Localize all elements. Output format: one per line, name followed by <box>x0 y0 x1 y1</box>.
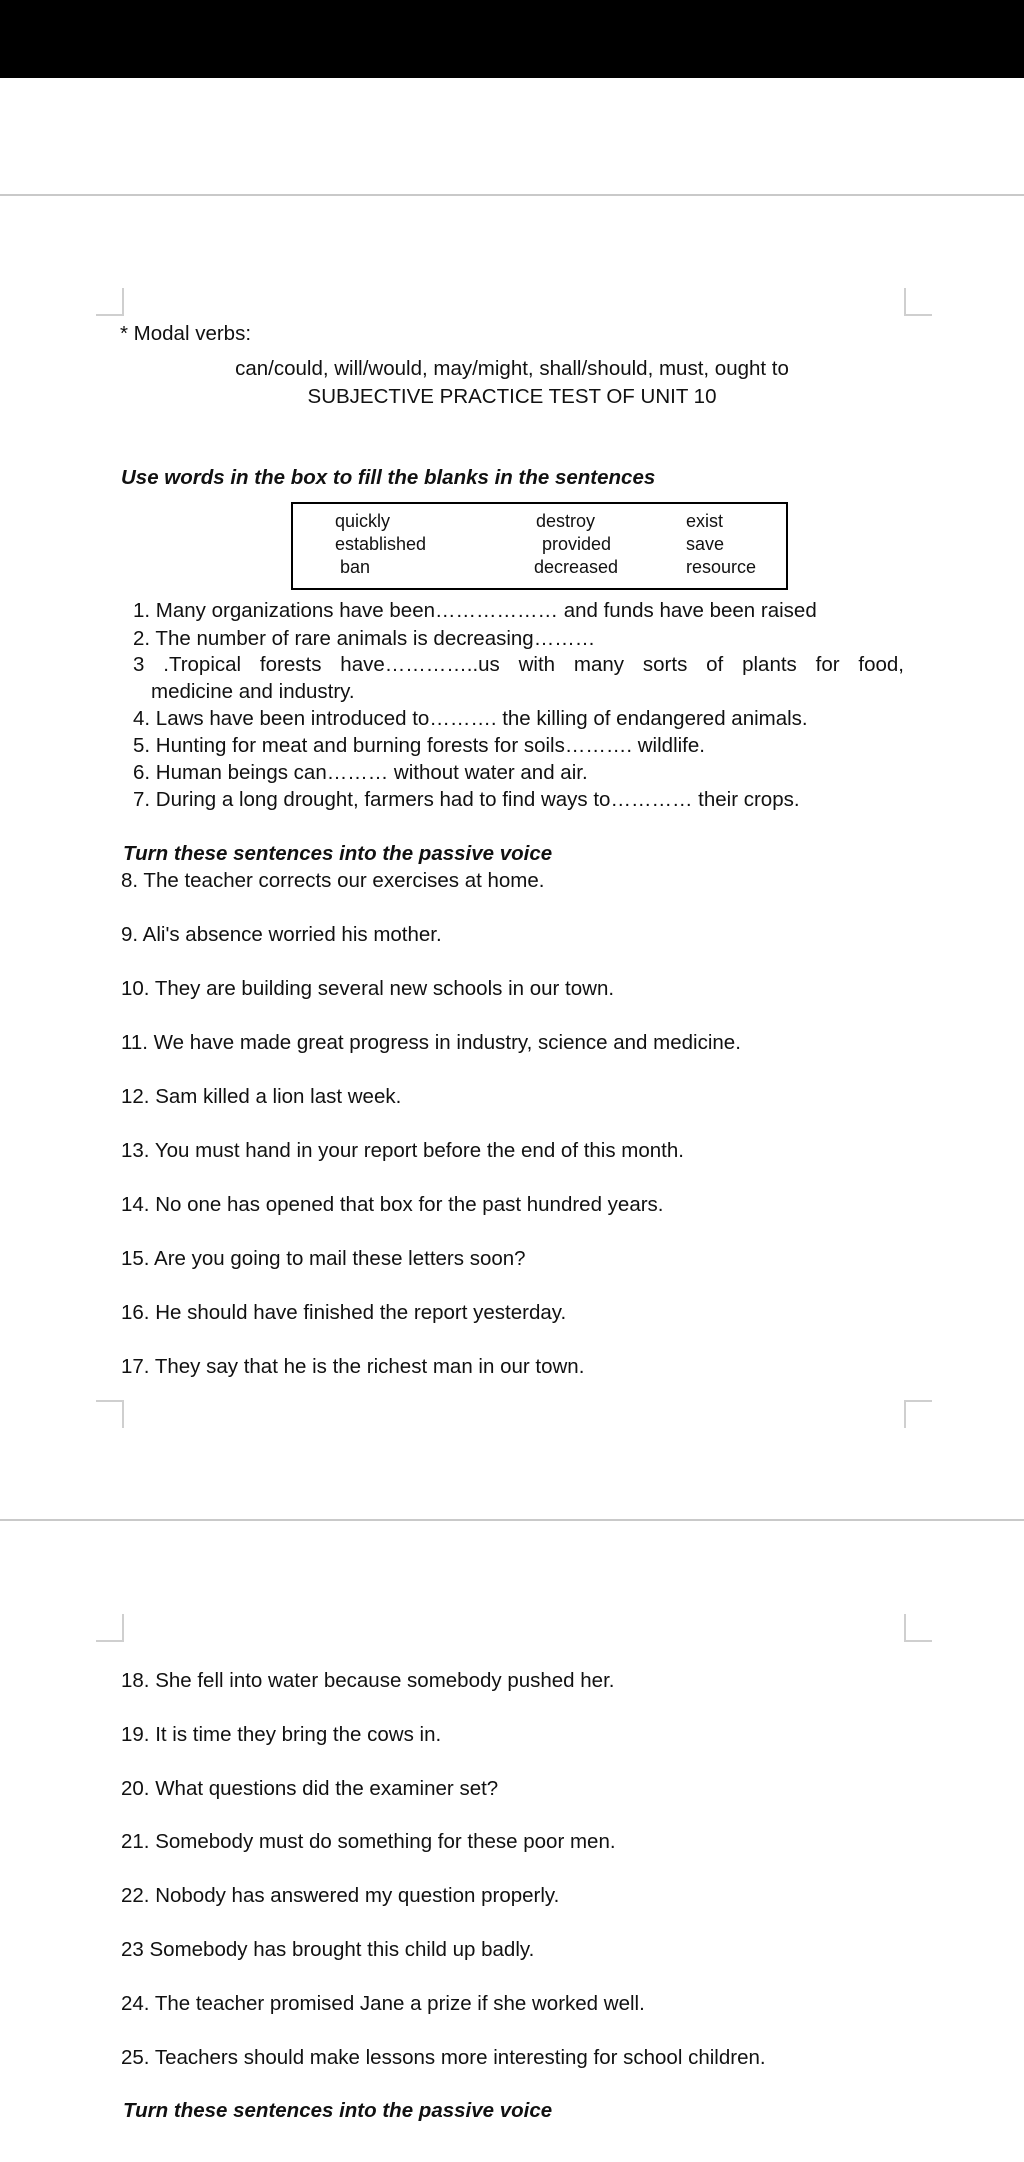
passive-item: 14. No one has opened that box for the past hundred years. <box>121 1193 664 1216</box>
passive-item: 13. You must hand in your report before the end of this month. <box>121 1139 684 1162</box>
page-divider <box>0 194 1024 196</box>
passive-item: 12. Sam killed a lion last week. <box>121 1085 402 1108</box>
page-corner-mark <box>904 1400 932 1428</box>
page-corner-mark <box>904 288 932 316</box>
page-corner-mark <box>96 288 124 316</box>
section-instruction-fill-blanks: Use words in the box to fill the blanks in the sentences <box>121 466 656 489</box>
fill-item: 7. During a long drought, farmers had to find ways to………… their crops. <box>133 788 800 811</box>
fill-item: 4. Laws have been introduced to………. the killing of endangered animals. <box>133 707 808 730</box>
passive-item: 19. It is time they bring the cows in. <box>121 1723 442 1746</box>
passive-item: 11. We have made great progress in industry, science and medicine. <box>121 1031 741 1054</box>
word-box-item: resource <box>686 557 757 577</box>
fill-item: 6. Human beings can……… without water and air. <box>133 761 588 784</box>
fill-item: 3 .Tropical forests have…………..us with many sorts of plants for food, <box>133 653 904 676</box>
word-box-item: decreased <box>534 557 619 577</box>
word-box-item: exist <box>686 511 724 531</box>
modal-verbs-list: can/could, will/would, may/might, shall/should, must, ought to <box>235 357 789 380</box>
test-title: SUBJECTIVE PRACTICE TEST OF UNIT 10 <box>307 385 717 408</box>
passive-item: 22. Nobody has answered my question properly. <box>121 1884 560 1907</box>
passive-item: 15. Are you going to mail these letters soon? <box>121 1247 526 1270</box>
word-box-item: ban <box>340 557 371 577</box>
passive-item: 10. They are building several new schools in our town. <box>121 977 615 1000</box>
fill-item-continuation: medicine and industry. <box>151 680 355 703</box>
fill-item: 1. Many organizations have been……………… and funds have been raised <box>133 599 817 622</box>
passive-item: 18. She fell into water because somebody pushed her. <box>121 1669 615 1692</box>
word-box-item: destroy <box>536 511 596 531</box>
section-instruction-passive: Turn these sentences into the passive voice <box>123 2099 553 2122</box>
modal-verbs-heading: * Modal verbs: <box>120 322 252 345</box>
passive-item: 16. He should have finished the report yesterday. <box>121 1301 567 1324</box>
passive-item: 8. The teacher corrects our exercises at home. <box>121 869 545 892</box>
passive-item: 21. Somebody must do something for these poor men. <box>121 1830 616 1853</box>
word-box-item: established <box>335 534 427 554</box>
section-instruction-passive: Turn these sentences into the passive voice <box>123 842 553 865</box>
passive-item: 20. What questions did the examiner set? <box>121 1777 499 1800</box>
status-bar <box>0 0 1024 78</box>
passive-item: 17. They say that he is the richest man in our town. <box>121 1355 585 1378</box>
page-corner-mark <box>96 1614 124 1642</box>
page-corner-mark <box>904 1614 932 1642</box>
passive-item: 25. Teachers should make lessons more interesting for school children. <box>121 2046 766 2069</box>
word-box-item: save <box>686 534 725 554</box>
word-box <box>291 502 788 590</box>
passive-item: 23 Somebody has brought this child up badly. <box>121 1938 535 1961</box>
word-box-item: provided <box>542 534 612 554</box>
fill-item: 5. Hunting for meat and burning forests for soils………. wildlife. <box>133 734 705 757</box>
fill-item: 2. The number of rare animals is decreasing……… <box>133 627 596 650</box>
passive-item: 9. Ali's absence worried his mother. <box>121 923 442 946</box>
page-corner-mark <box>96 1400 124 1428</box>
word-box-item: quickly <box>335 511 391 531</box>
page-divider <box>0 1519 1024 1521</box>
passive-item: 24. The teacher promised Jane a prize if she worked well. <box>121 1992 645 2015</box>
